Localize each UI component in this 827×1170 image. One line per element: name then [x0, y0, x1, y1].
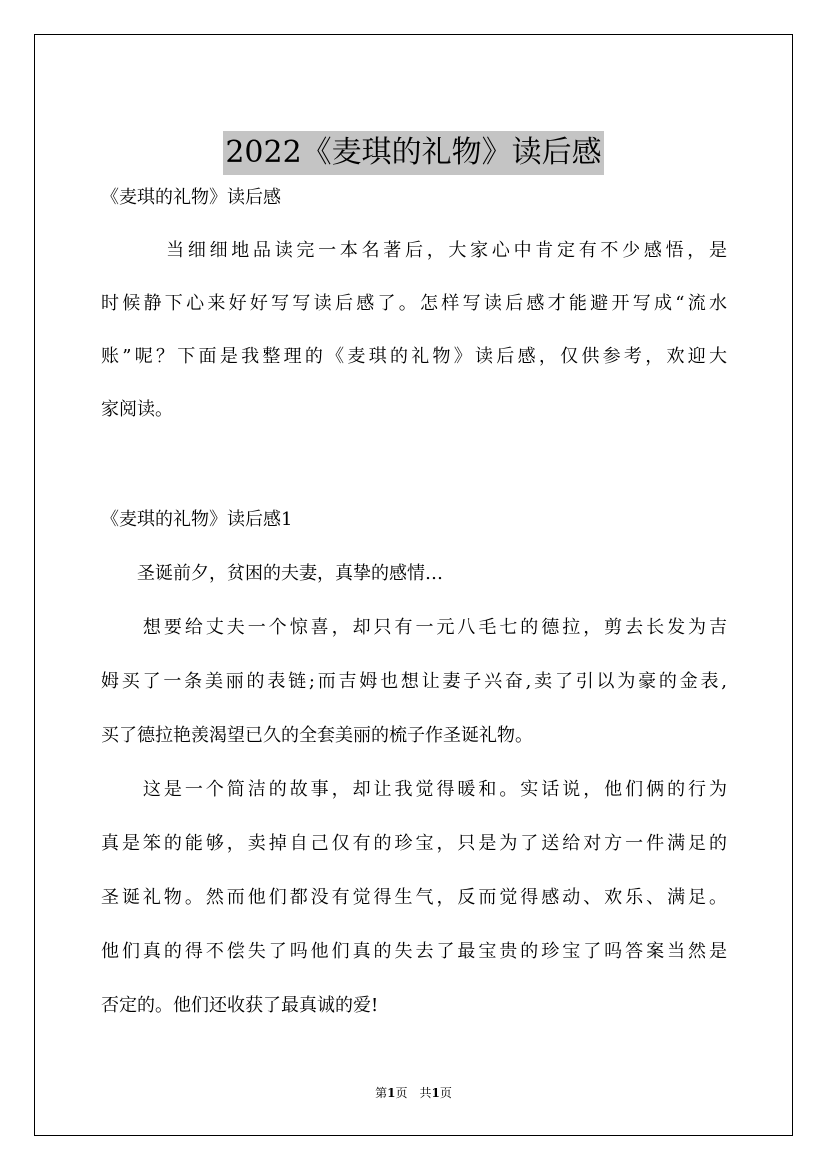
intro-line: 时候静下心来好好写写读后感了。怎样写读后感才能避开写成“流水: [101, 293, 727, 314]
body-line: 否定的。他们还收获了最真诚的爱!: [101, 995, 379, 1016]
body-line: 买了德拉艳羡渴望已久的全套美丽的梳子作圣诞礼物。: [101, 725, 533, 746]
page-footer: [35, 1085, 792, 1101]
footer-suffix: 页: [439, 1086, 452, 1100]
title-wrapper: [35, 131, 792, 175]
body-line: 圣诞礼物。然而他们都没有觉得生气，反而觉得感动、欢乐、满足。: [101, 887, 727, 908]
body-line: 他们真的得不偿失了吗他们真的失去了最宝贵的珍宝了吗答案当然是: [101, 941, 727, 962]
intro-line: 账”呢？下面是我整理的《麦琪的礼物》读后感，仅供参考，欢迎大: [101, 346, 727, 367]
footer-total-pages: 1: [431, 1086, 440, 1100]
body-line: 姆买了一条美丽的表链;而吉姆也想让妻子兴奋,卖了引以为豪的金表,: [101, 671, 727, 692]
footer-mid: 页 共: [395, 1086, 432, 1100]
footer-current-page: 1: [387, 1086, 396, 1100]
intro-line: 当细细地品读完一本名著后，大家心中肯定有不少感悟，是: [101, 240, 727, 261]
document-title: 2022《麦琪的礼物》读后感: [223, 131, 603, 175]
document-page: [34, 34, 793, 1136]
subtitle: 《麦琪的礼物》读后感: [101, 187, 281, 208]
body-line: 想要给丈夫一个惊喜，却只有一元八毛七的德拉，剪去长发为吉: [101, 617, 727, 638]
intro-line: 家阅读。: [101, 399, 173, 420]
body-line: 这是一个简洁的故事，却让我觉得暖和。实话说，他们俩的行为: [101, 779, 727, 800]
body-line: 真是笨的能够，卖掉自己仅有的珍宝，只是为了送给对方一件满足的: [101, 833, 727, 854]
section-heading: 《麦琪的礼物》读后感1: [101, 509, 293, 530]
footer-prefix: 第: [375, 1086, 388, 1100]
body-line: 圣诞前夕，贫困的夫妻，真挚的感情…: [101, 563, 443, 584]
